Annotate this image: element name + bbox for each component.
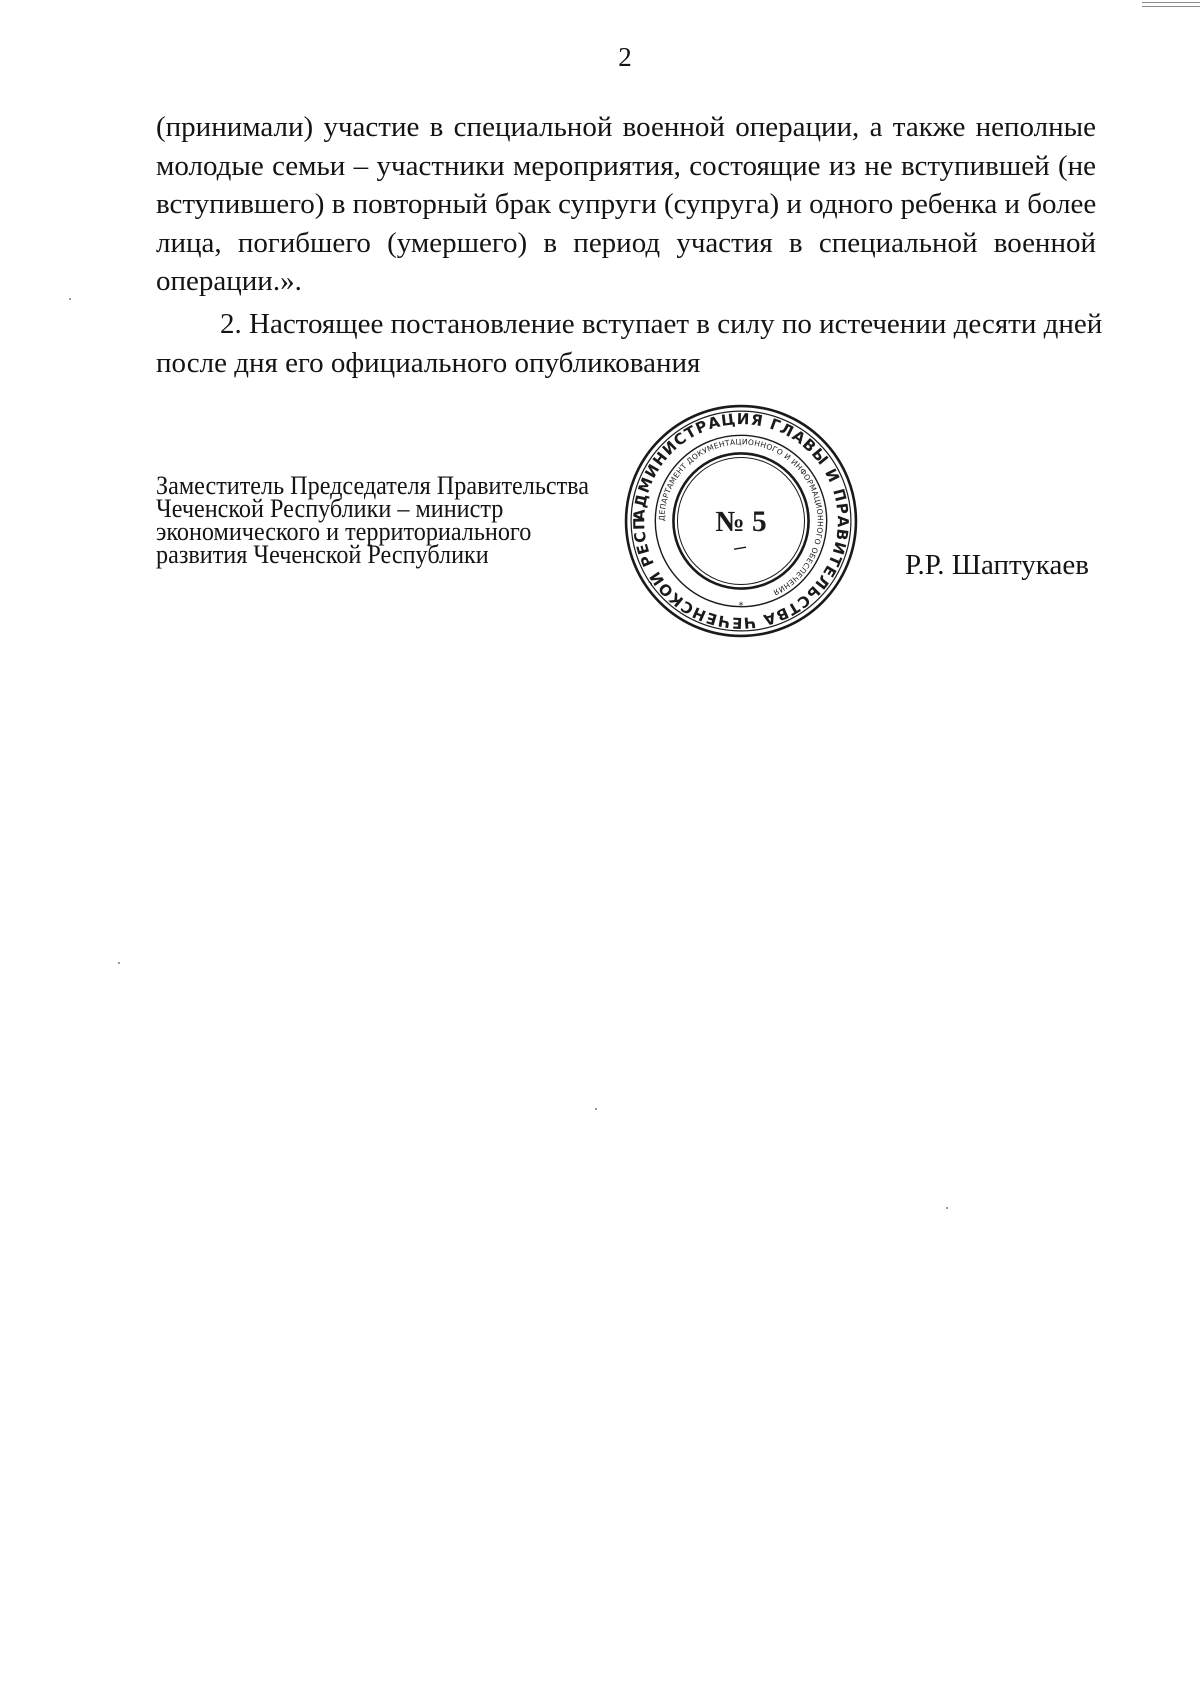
seal-outer-text: АДМИНИСТРАЦИЯ ГЛАВЫ И ПРАВИТЕЛЬСТВА ЧЕЧЕНСКОЙ РЕСП <box>630 410 852 632</box>
signatory-title <box>156 471 589 569</box>
paragraph-line: (принимали) участие в специальной военной операции, а также неполные <box>156 111 1096 143</box>
signatory-title-line: развития Чеченской Республики <box>156 540 489 569</box>
seal-number: № 5 <box>715 506 767 539</box>
signatory-name: Р.Р. Шаптукаев <box>905 549 1089 581</box>
paragraph-line: вступившего) в повторный брак супруги (супруга) и одного ребенка и более <box>156 188 1097 220</box>
paragraph-line: молодые семьи – участники мероприятия, состоящие из не вступившей (не <box>156 149 1096 182</box>
paragraph-1 <box>156 108 1096 301</box>
paragraph-line: операции.». <box>156 265 302 297</box>
signatory-title-line: экономического и территориального <box>156 517 532 546</box>
svg-text:*: * <box>738 600 744 612</box>
paragraph-line: лица, погибшего (умершего) в период участия в специальной военной <box>156 226 1096 259</box>
paragraph-2 <box>156 305 1103 382</box>
signatory-title-line: Заместитель Председателя Правительства <box>156 471 589 500</box>
seal-inner-text: ДЕПАРТАМЕНТ ДОКУМЕНТАЦИОННОГО И ИНФОРМАЦИОННОГО ОБЕСПЕЧЕНИЯ <box>657 437 825 598</box>
official-seal <box>620 400 862 642</box>
scan-edge-mark <box>1142 0 1200 10</box>
paragraph-line: 2. Настоящее постановление вступает в силу по истечении десяти дней <box>220 308 1103 340</box>
paragraph-line: после дня его официального опубликования <box>156 346 701 379</box>
signatory-title-line: Чеченской Республики – министр <box>156 494 504 523</box>
page-number: 2 <box>618 42 632 72</box>
